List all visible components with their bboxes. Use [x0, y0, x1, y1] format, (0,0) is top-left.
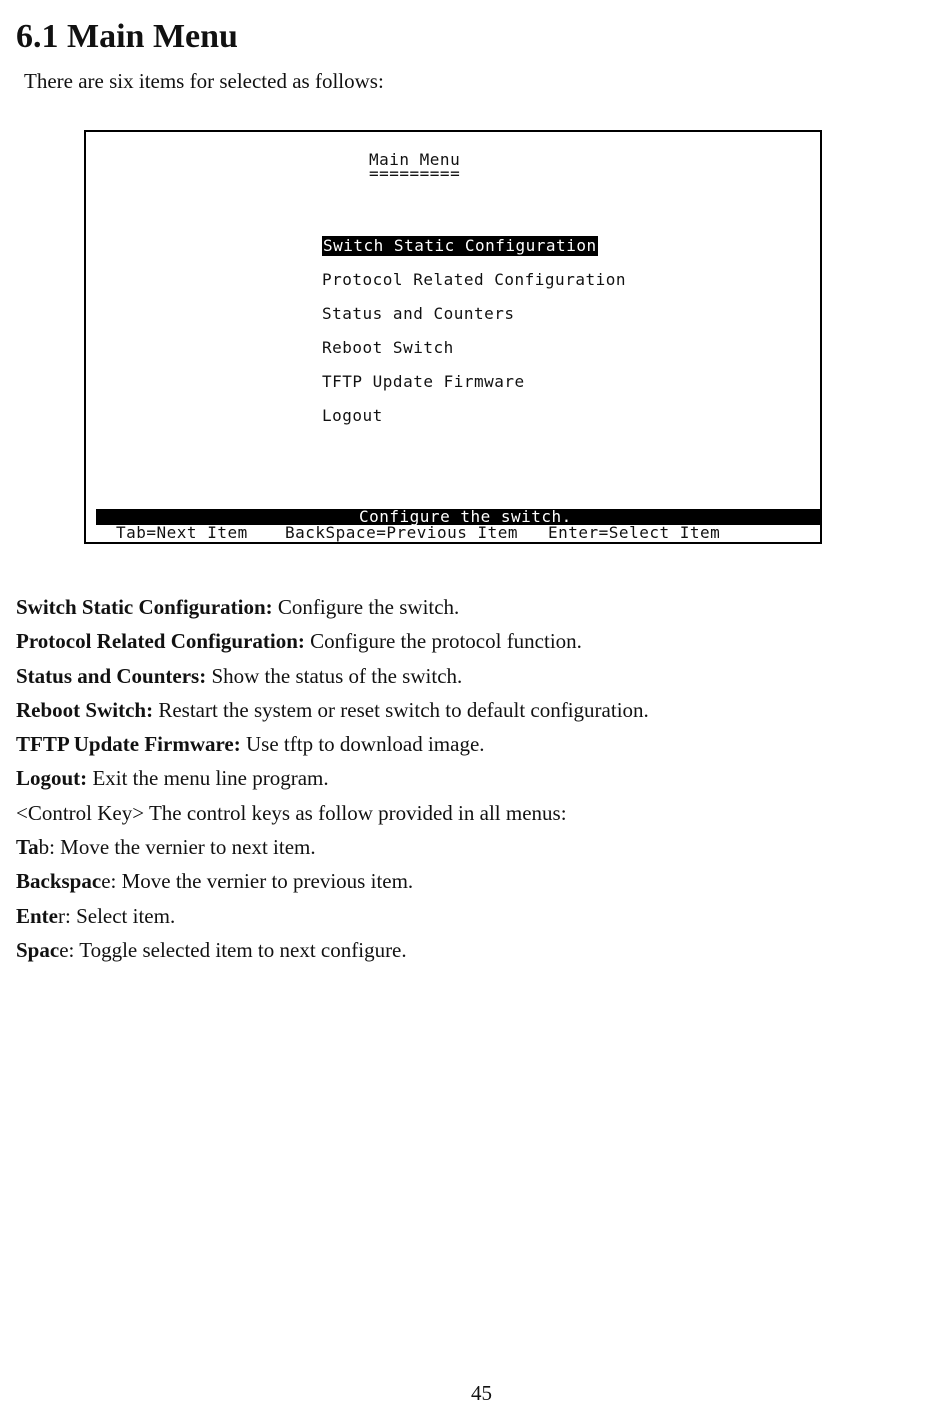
control-key-space — [16, 933, 916, 967]
control-key-text: e: Toggle selected item to next configure. — [59, 937, 407, 962]
description-tftp-update-firmware — [16, 727, 916, 761]
description-term: Switch Static Configuration: — [16, 595, 273, 619]
control-key-text: e: Move the vernier to previous item. — [101, 869, 414, 894]
description-term: Reboot Switch: — [16, 697, 154, 722]
control-key-term: Ente — [16, 903, 58, 928]
control-key-text: r: Select item. — [58, 903, 176, 928]
description-logout — [16, 761, 916, 795]
description-text: Configure the protocol function. — [304, 629, 582, 654]
control-key-intro: <Control Key> The control keys as follow provided in all menus: — [16, 800, 567, 825]
description-protocol-related-configuration — [16, 624, 916, 658]
control-key-term: Ta — [16, 835, 39, 860]
description-term: TFTP Update Firmware: — [16, 732, 241, 757]
terminal-menu-title: Main Menu — [369, 150, 461, 169]
control-key-enter — [16, 899, 916, 933]
menu-item-tftp-update-firmware[interactable]: TFTP Update Firmware — [322, 372, 525, 391]
menu-item-switch-static-configuration[interactable]: Switch Static Configuration — [323, 236, 597, 255]
menu-item-reboot-switch[interactable]: Reboot Switch — [322, 338, 454, 357]
menu-item-logout[interactable]: Logout — [322, 406, 383, 425]
description-term: Logout: — [16, 766, 88, 791]
description-text: Configure the switch. — [272, 595, 460, 619]
control-key-tab — [16, 830, 916, 864]
intro-text: There are six items for selected as follows: — [24, 69, 384, 93]
help-key-tab: Tab=Next Item — [116, 523, 248, 542]
control-key-backspace — [16, 864, 916, 898]
terminal-screenshot — [84, 130, 822, 544]
control-key-term: Spac — [16, 937, 60, 962]
section-heading: 6.1 Main Menu — [16, 18, 238, 55]
description-term: Protocol Related Configuration: — [16, 629, 305, 654]
control-key-term: Backspac — [16, 869, 102, 894]
description-switch-static-configuration — [16, 590, 916, 624]
status-message: Configure the switch._ — [359, 507, 582, 526]
page-number: 45 — [471, 1381, 492, 1405]
menu-descriptions — [16, 590, 916, 967]
description-term: Status and Counters: — [16, 663, 207, 688]
help-key-enter: Enter=Select Item — [548, 523, 721, 542]
terminal-title-underline: ========= — [369, 164, 461, 183]
description-text: Show the status of the switch. — [206, 663, 463, 688]
description-text: Use tftp to download image. — [240, 732, 485, 757]
description-status-and-counters — [16, 659, 916, 693]
menu-item-status-and-counters[interactable]: Status and Counters — [322, 304, 515, 323]
description-text: Exit the menu line program. — [87, 766, 329, 791]
help-key-backspace: BackSpace=Previous Item — [285, 523, 519, 542]
menu-item-protocol-related-configuration[interactable]: Protocol Related Configuration — [322, 270, 626, 289]
description-text: Restart the system or reset switch to default configuration. — [153, 697, 649, 722]
control-key-text: b: Move the vernier to next item. — [38, 835, 316, 860]
description-reboot-switch — [16, 693, 916, 727]
